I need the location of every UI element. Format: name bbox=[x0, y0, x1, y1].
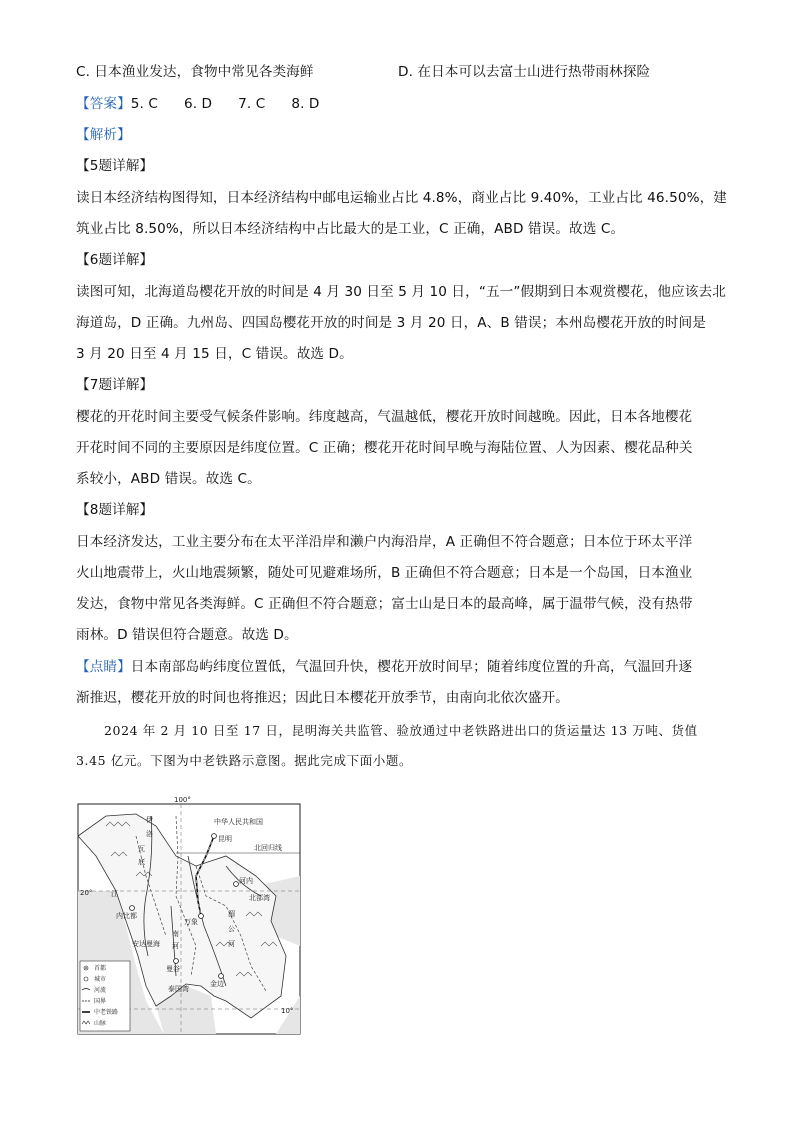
q5-label: 【5题详解】 bbox=[76, 158, 154, 174]
q8-line: 火山地震带上，火山地震频繁，随处可见避难场所，B 正确但不符合题意；日本是一个岛国，日本渔业 bbox=[76, 565, 693, 581]
map-label: 北部湾 bbox=[249, 894, 270, 902]
q8-label: 【8题详解】 bbox=[76, 502, 154, 518]
map-legend bbox=[80, 961, 130, 1031]
q6-line: 读图可知，北海道岛樱花开放的时间是 4 月 30 日至 5 月 10 日，“五一”假期到日本观赏樱花，他应该去北 bbox=[76, 284, 726, 300]
q5-line: 读日本经济结构图得知，日本经济结构中邮电运输业占比 4.8%，商业占比 9.40%，工业占比 46.50%，建 bbox=[76, 190, 727, 206]
answer-line bbox=[76, 95, 320, 113]
vientiane-marker bbox=[199, 914, 204, 919]
city-label: 金边 bbox=[210, 980, 224, 988]
naypyidaw-marker bbox=[130, 906, 135, 911]
intro-line: 2024 年 2 月 10 日至 17 日，昆明海关共监管、验放通过中老铁路进出口的货运量达 13 万吨、货值 bbox=[104, 723, 698, 738]
china-laos-railway-map bbox=[76, 796, 304, 1036]
analysis-label: 【解析】 bbox=[76, 127, 131, 143]
country-label: 中华人民共和国 bbox=[214, 818, 263, 826]
lat10-label: 10° bbox=[281, 1007, 294, 1015]
legend-city: 城市 bbox=[94, 976, 107, 983]
tip-line: 渐推迟，樱花开放的时间也将推迟；因此日本樱花开放季节，由南向北依次盛开。 bbox=[76, 690, 569, 706]
q8-line: 雨林。D 错误但符合题意。故选 D。 bbox=[76, 627, 298, 643]
q7-label: 【7题详解】 bbox=[76, 377, 154, 393]
answer-item: 8. D bbox=[291, 96, 320, 112]
q6-label: 【6题详解】 bbox=[76, 252, 154, 268]
lon-label: 100° bbox=[174, 796, 191, 804]
answer-item: 6. D bbox=[183, 96, 213, 112]
kunming-marker bbox=[212, 834, 217, 839]
legend-river: 河流 bbox=[94, 987, 107, 994]
q7-line: 系较小，ABD 错误。故选 C。 bbox=[76, 471, 261, 487]
answer-label: 【答案】 bbox=[76, 96, 131, 112]
map-label: 泰国湾 bbox=[168, 985, 189, 993]
city-label: 昆明 bbox=[218, 835, 232, 843]
city-label: 曼谷 bbox=[166, 965, 180, 973]
answer-item: 5. C bbox=[130, 96, 158, 112]
answer-item: 7. C bbox=[238, 96, 266, 112]
legend-capital: 首都 bbox=[94, 965, 107, 972]
tip-line bbox=[76, 658, 692, 676]
q8-line: 日本经济发达，工业主要分布在太平洋沿岸和濑户内海沿岸，A 正确但不符合题意；日本位于环太平洋 bbox=[76, 534, 693, 550]
map-label: 湄 bbox=[228, 910, 235, 918]
city-label: 内比都 bbox=[116, 912, 137, 920]
map-label: 河 bbox=[228, 940, 235, 948]
q6-line: 海道岛，D 正确。九州岛、四国岛樱花开放的时间是 3 月 20 日，A、B 错误；本州岛樱花开放的时间是 bbox=[76, 315, 706, 331]
q5-line: 筑业占比 8.50%，所以日本经济结构中占比最大的是工业，C 正确，ABD 错误。故选 C。 bbox=[76, 221, 625, 237]
map-label: 伊 bbox=[146, 816, 153, 824]
option-d: D. 在日本可以去富士山进行热带雨林探险 bbox=[398, 64, 651, 80]
q8-line: 发达，食物中常见各类海鲜。C 正确但不符合题意；富士山是日本的最高峰，属于温带气候，没有热带 bbox=[76, 596, 693, 612]
q7-line: 开花时间不同的主要原因是纬度位置。C 正确；樱花开花时间早晚与海陆位置、人为因素、樱花品种关 bbox=[76, 440, 693, 456]
tip-text: 日本南部岛屿纬度位置低，气温回升快，樱花开放时间早；随着纬度位置的升高，气温回升逐 bbox=[130, 659, 693, 675]
q7-line: 樱花的开花时间主要受气候条件影响。纬度越高，气温越低，樱花开放时间越晚。因此，日本各地樱花 bbox=[76, 409, 693, 425]
option-c: C. 日本渔业发达，食物中常见各类海鲜 bbox=[76, 64, 314, 80]
lat20-label: 20° bbox=[80, 889, 93, 897]
tip-label: 【点睛】 bbox=[76, 659, 131, 675]
map-label: 南 bbox=[172, 930, 179, 938]
intro-line: 3.45 亿元。下图为中老铁路示意图。据此完成下面小题。 bbox=[76, 753, 413, 768]
map-label: 洛 bbox=[146, 830, 153, 838]
map-label: 公 bbox=[228, 925, 235, 933]
q6-line: 3 月 20 日至 4 月 15 日，C 错误。故选 D。 bbox=[76, 346, 353, 362]
phnom-penh-marker bbox=[219, 974, 224, 979]
map-label: 瓦 bbox=[138, 845, 145, 853]
legend-border: 国界 bbox=[94, 998, 107, 1005]
bangkok-marker bbox=[174, 959, 179, 964]
map-label: 河 bbox=[172, 942, 179, 950]
legend-mountain: 山脉 bbox=[94, 1020, 107, 1027]
tropic-label: 北回归线 bbox=[254, 844, 282, 852]
city-label: 万象 bbox=[184, 918, 198, 926]
city-label: 河内 bbox=[239, 877, 253, 885]
map-label: 底 bbox=[138, 858, 145, 866]
hanoi-marker bbox=[234, 882, 239, 887]
map-label: 安达曼海 bbox=[132, 940, 160, 948]
map-label: 江 bbox=[111, 890, 118, 898]
legend-railway: 中老铁路 bbox=[94, 1009, 119, 1016]
